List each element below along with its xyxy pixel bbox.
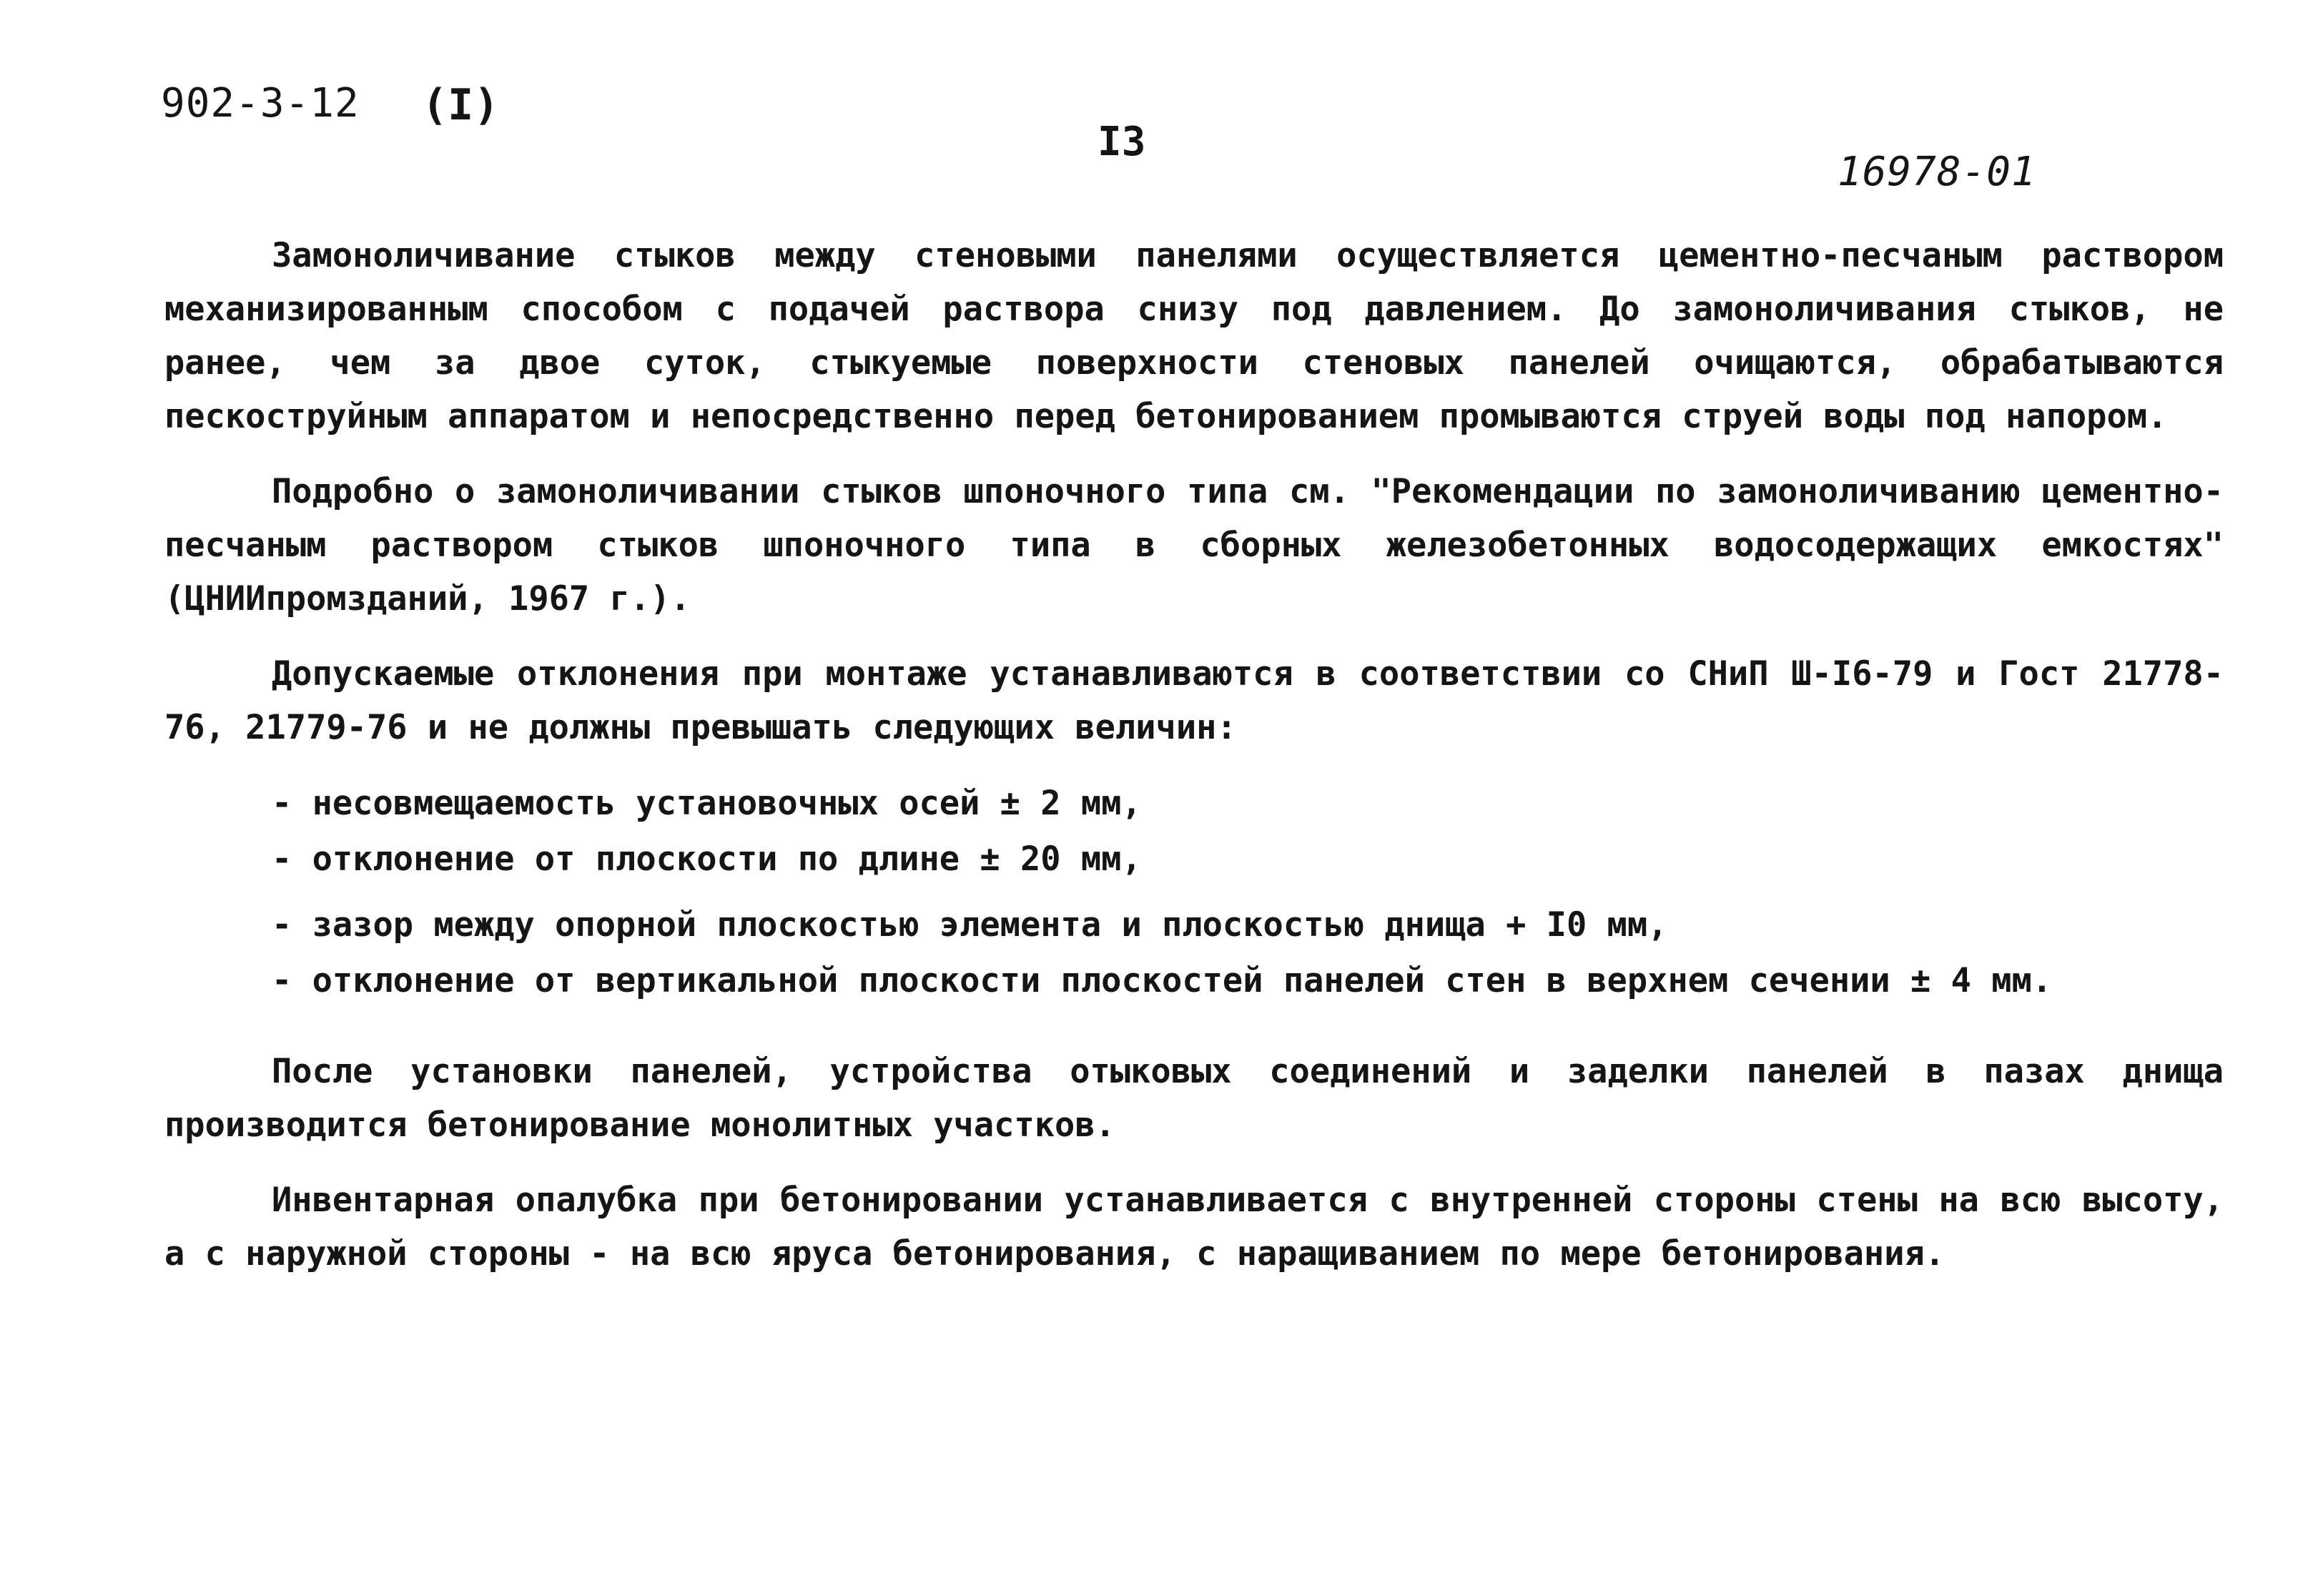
tolerance-item: - отклонение от плоскости по длине ± 20 мм,	[272, 839, 1142, 879]
tolerance-list	[164, 776, 2224, 1009]
project-code: 902-3-12	[161, 80, 360, 127]
tolerance-item: - несовмещаемость установочных осей ± 2 мм,	[272, 784, 1142, 823]
paragraph-joint-grouting: Замоноличивание стыков между стеновыми панелями осуществляется цементно-песчаным раствором механизированным способом с подачей раствора снизу под давлением. До замоноличивания стыков, не ранее, чем за двое суток, стыкуемые поверхности стеновых панелей очищаются, обрабатываются пескоструйным аппаратом и непосредственно перед бетонированием промываются струей воды под напором.	[164, 236, 2224, 436]
document-body	[164, 229, 2224, 1302]
sheet-label: (I)	[422, 80, 500, 130]
paragraph-tolerances-intro: Допускаемые отклонения при монтаже устанавливаются в соответствии со СНиП Ш-I6-79 и Гост 21778-76, 21779-76 и не должны превышать следующих величин:	[164, 654, 2224, 747]
tolerance-item: - зазор между опорной плоскостью элемента и плоскостью днища + I0 мм,	[272, 905, 1668, 945]
paragraph-monolithic-concreting: После установки панелей, устройства отыковых соединений и заделки панелей в пазах днища производится бетонирование монолитных участков.	[164, 1052, 2224, 1145]
page-number: I3	[1098, 119, 1146, 165]
tolerance-item: - отклонение от вертикальной плоскости плоскостей панелей стен в верхнем сечении ± 4 мм.	[272, 961, 2053, 1000]
document-number: 16978-01	[1838, 149, 2036, 195]
paragraph-recommendations-reference: Подробно о замоноличивании стыков шпоночного типа см. "Рекомендации по замоноличиванию цементно-песчаным раствором стыков шпоночного типа в сборных железобетонных водосодержащих емкостях" (ЦНИИпромзданий, 1967 г.).	[164, 472, 2224, 619]
paragraph-formwork: Инвентарная опалубка при бетонировании устанавливается с внутренней стороны стены на всю высоту, а с наружной стороны - на всю яруса бетонирования, с наращиванием по мере бетонирования.	[164, 1181, 2224, 1274]
